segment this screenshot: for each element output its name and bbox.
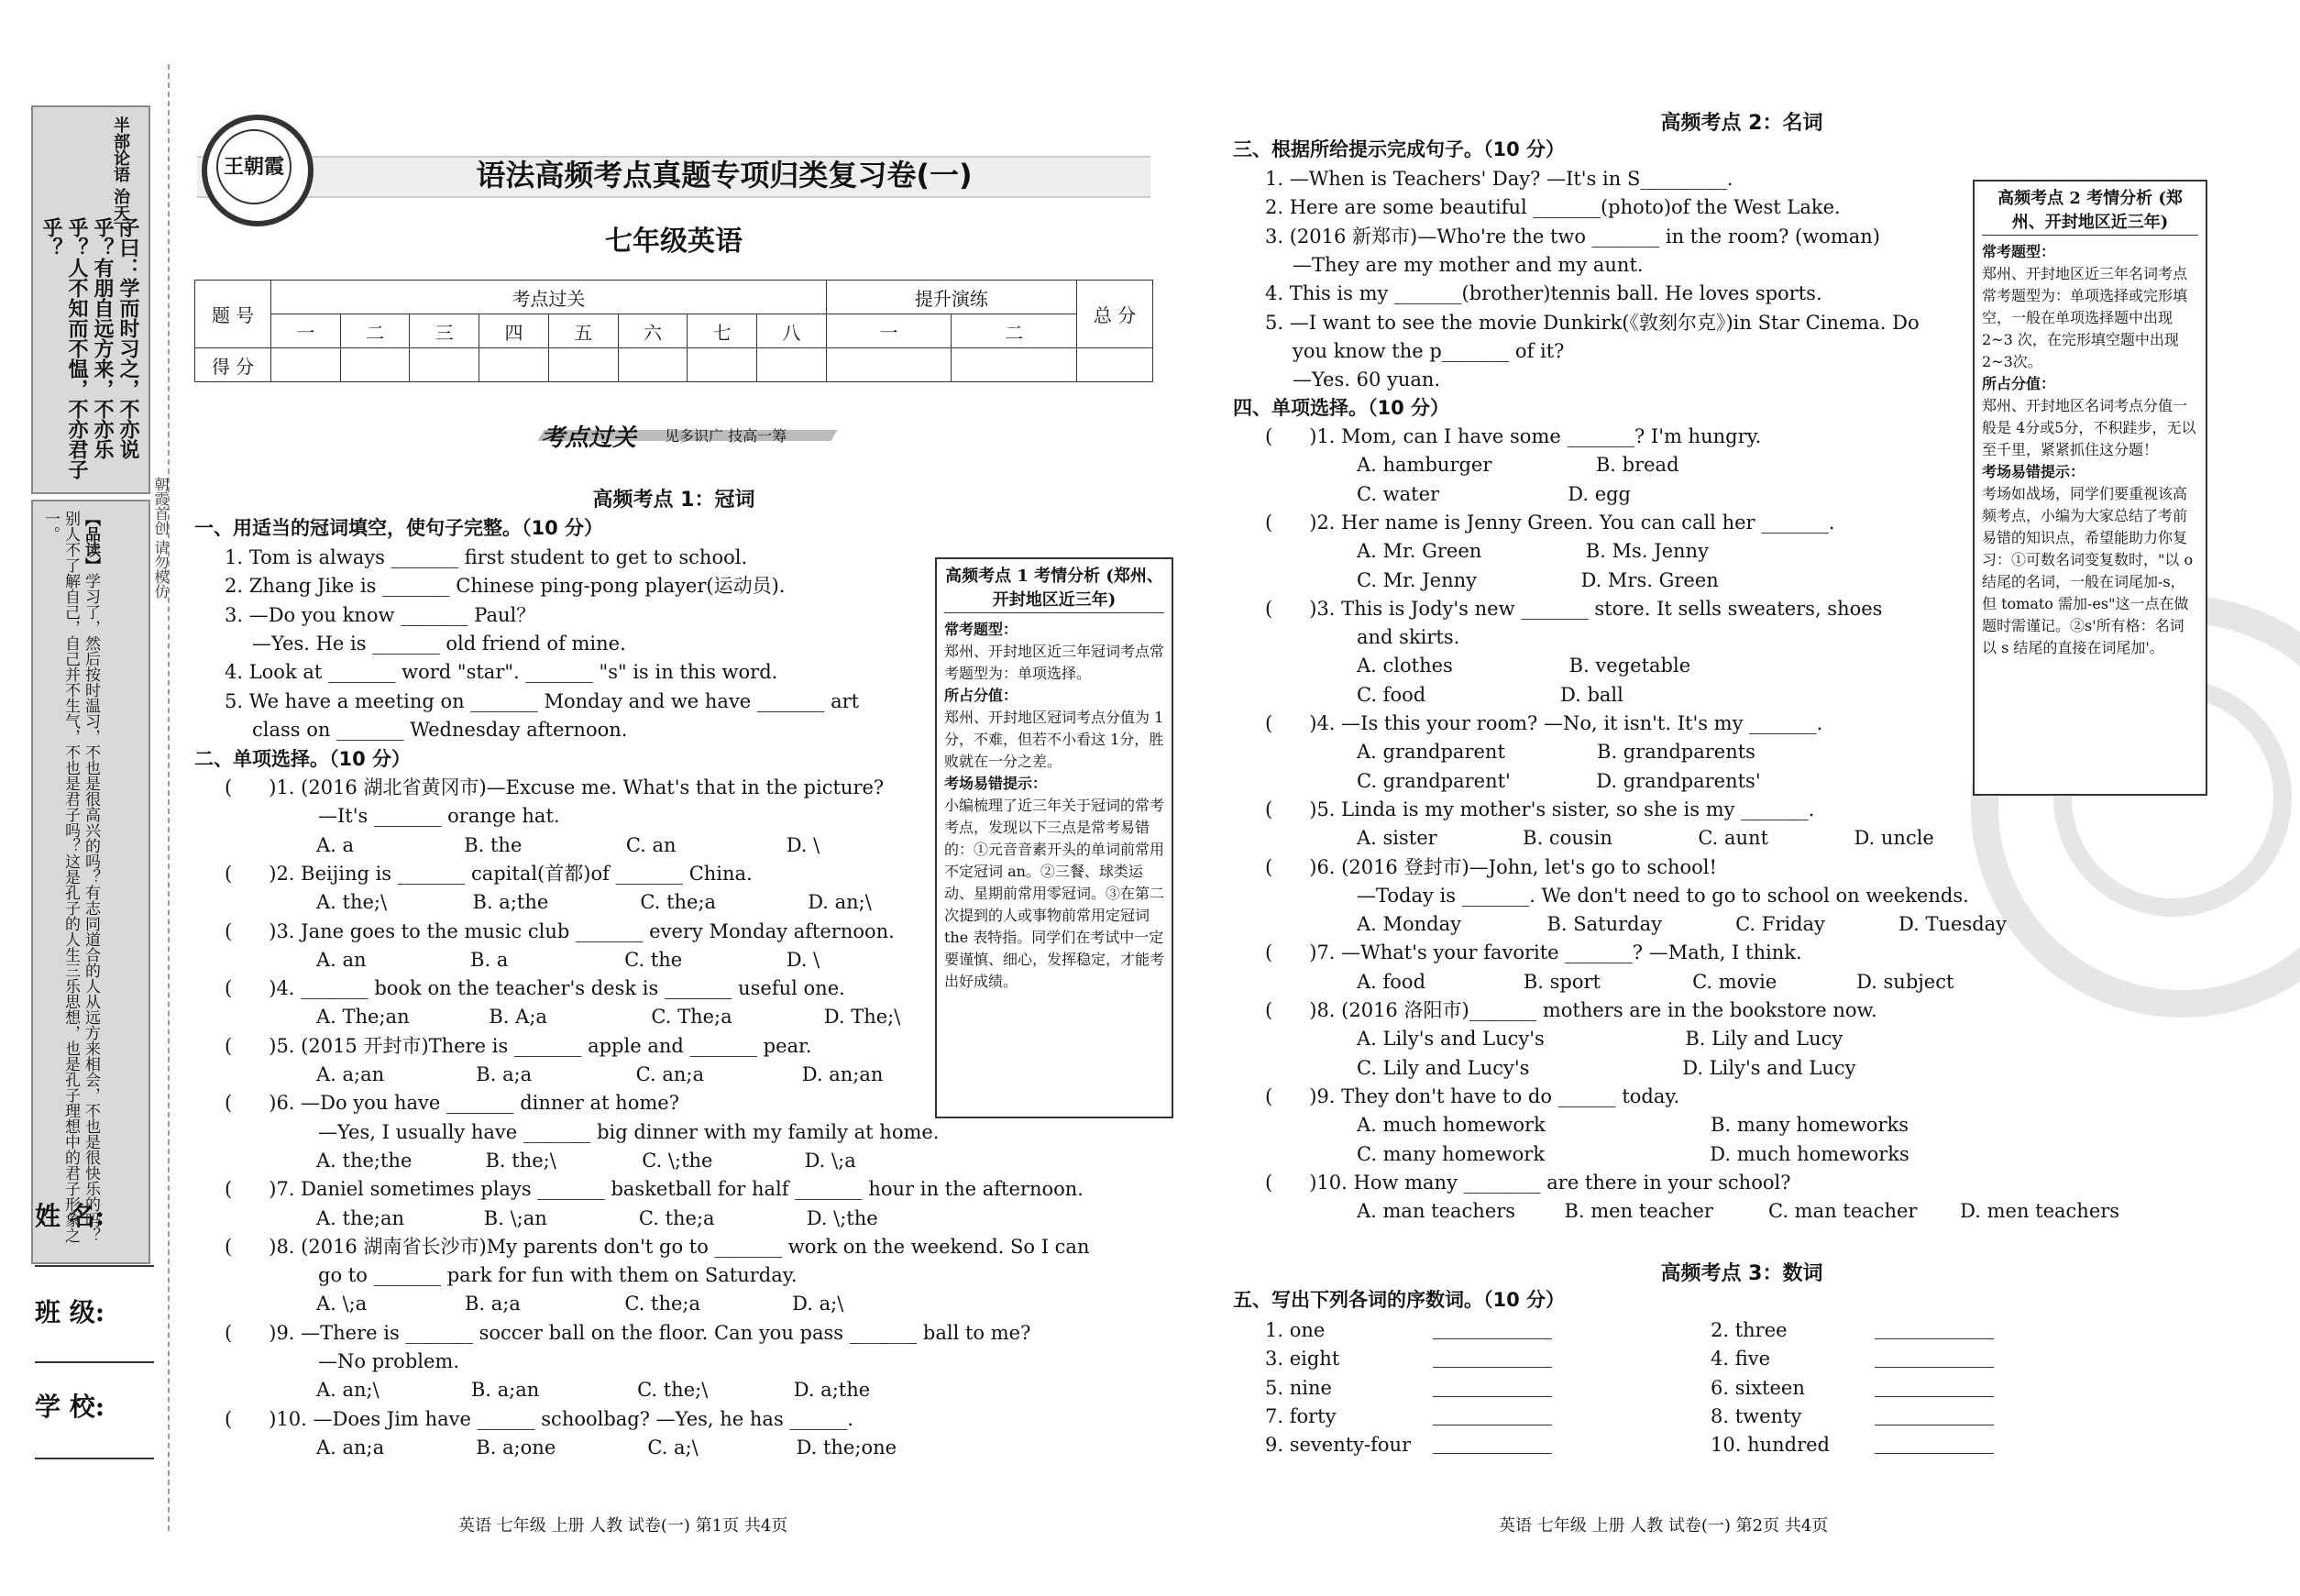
topic3-title: 高频考点 3：数词 [1660,1262,1823,1285]
total-label: 总 分 [1077,281,1153,348]
question-line: A. sister B. cousin C. aunt D. uncle [1357,827,1934,850]
col-label: 一 [271,314,341,348]
fold-notes: 朝霞首创 请勿模仿 [152,477,170,600]
question-line: C. Lily and Lucy's D. Lily's and Lucy [1357,1056,1856,1079]
page-title: 语法高频考点真题专项归类复习卷(一) [476,158,973,193]
question-line: A. an;\ B. a;an C. the;\ D. a;the [316,1379,871,1402]
question-line: A. \;a B. a;a C. the;a D. a;\ [316,1293,844,1315]
box1-t1: 郑州、开封地区近三年冠词考点常考题型为：单项选择。 [944,643,1165,682]
score-cell-total[interactable] [1077,348,1153,382]
reading-text [40,511,101,1244]
question-line: —Yes, I usually have _______ big dinner with my family at home. [318,1120,940,1143]
question-line: 5. —I want to see the movie Dunkirk(《敦刻尔克》)in Star Cinema. Do [1265,311,1920,334]
question-line: ( )7. —What's your favorite _______? —Math, I think. [1265,941,1802,964]
logo-text: 王朝霞 [216,129,292,204]
question-line: A. the;an B. \;an C. the;a D. \;the [316,1206,878,1229]
score-cell[interactable] [548,348,618,382]
quote-box [31,105,150,494]
question-line: ( )1. Mom, can I have some _______? I'm hungry. [1265,425,1762,447]
ordinal-item: 7. forty [1265,1404,1337,1427]
box1-h1: 常考题型： [944,621,1018,638]
question-line: A. a;an B. a;a C. an;a D. an;an [316,1063,884,1085]
box1-h2: 所占分值： [944,687,1018,704]
box2-t1: 郑州、开封地区近三年名词考点常考题型为：单项选择或完形填空，一般在单项选择题中出现 2~3 次，在完形填空题中出现 2~3次。 [1982,265,2188,370]
score-cell[interactable] [410,348,479,382]
proverb-text: 半部论语 治天下 [111,116,130,238]
col-label: 八 [757,314,827,348]
ordinal-item: 9. seventy-four [1265,1434,1412,1457]
box2-h2: 所占分值： [1982,375,2056,392]
topic1-analysis-box [935,557,1173,1118]
col-label: 七 [688,314,757,348]
footer-right: 英语 七年级 上册 人教 试卷(一) 第2页 共4页 [1499,1516,1829,1535]
question-line: ( )10. How many ________ are there in your school? [1265,1171,1791,1194]
group-tisheng: 提升演练 [826,281,1076,314]
question-line: ( )2. Her name is Jenny Green. You can call her _______. [1265,511,1835,534]
page-subtitle: 七年级英语 [605,226,743,258]
question-line: 3. (2016 新郑市)—Who're the two _______ in the room? (woman) [1265,225,1880,248]
question-line: A. a B. the C. an D. \ [316,833,820,856]
score-cell[interactable] [271,348,341,382]
question-line: A. Monday B. Saturday C. Friday D. Tuesday [1357,913,2008,936]
ordinal-item: 2. three [1711,1319,1788,1341]
question-line: C. many homework D. much homeworks [1357,1142,1909,1165]
sidebar [28,105,151,1462]
class-label: 班 级: [35,1297,105,1327]
topic2-analysis-box [1973,180,2207,796]
ordinal-item: 6. sixteen [1711,1376,1805,1399]
question-line: ( )4. _______ book on the teacher's desk is _______ useful one. [225,977,845,1000]
question-line: C. food D. ball [1357,683,1623,706]
score-cell[interactable] [952,348,1077,382]
question-line: 3. —Do you know _______ Paul？ [225,603,536,626]
question-line: ( )4. —Is this your room? —No, it isn't. It's my _______. [1265,712,1823,734]
box2-h1: 常考题型： [1982,243,2056,260]
box1-title: 高频考点 1 考情分析 (郑州、开封地区近三年) [944,565,1164,613]
question-line: and skirts. [1357,626,1460,649]
question-line: —Today is _______. We don't need to go to school on weekends. [1357,884,1969,907]
col-label: 二 [952,314,1077,348]
question-line: 1. Tom is always _______ first student to get to school. [225,546,748,568]
question-line: A. Lily's and Lucy's B. Lily and Lucy [1357,1028,1843,1051]
question-line: A. much homework B. many homeworks [1357,1114,1909,1137]
question-line: A. an B. a C. the D. \ [316,948,820,971]
ordinal-item: 8. twenty [1711,1404,1802,1427]
question-line: ( )7. Daniel sometimes plays _______ basketball for half _______ hour in the afternoon. [225,1178,1084,1201]
box2-title: 高频考点 2 考情分析 (郑州、开封地区近三年) [1982,187,2198,236]
school-label: 学 校: [35,1392,105,1422]
row-label-number: 题 号 [195,281,271,348]
box2-h3: 考场易错提示： [1982,463,2085,480]
answer-blank[interactable] [1875,1396,1994,1397]
score-cell[interactable] [826,348,952,382]
box1-t3: 小编梳理了近三年关于冠词的常考考点，发现以下三点是常考易错的：①元音音素开头的单词前常用不定冠词 an。②三餐、球类运动、星期前常用零冠词。③在第二次提到的人或事物前常用定冠词 the 表特指。同学们在考试中一定要谨慎、细心，发挥稳定，才能考出好成绩。 [944,797,1165,990]
section-banner [513,417,843,454]
section5-heading: 五、写出下列各词的序数词。（10 分） [1233,1289,1566,1311]
box1-t2: 郑州、开封地区冠词考点分值为 1分，不难，但若不小看这 1分，胜败就在一分之差。 [944,709,1164,770]
question-line: A. the;\ B. a;the C. the;a D. an;\ [316,891,872,914]
question-line: —Yes. 60 yuan. [1293,369,1441,391]
reading-body: 学习了，然后按时温习，不也是很高兴的吗？有志同道合的人从远方来相会，不也是很快乐的吗？别人不了解自己，自己并不生气，不也是君子吗？这是孔子的人生三乐思想，也是孔子理想中的君子形象之一。 [41,511,100,1243]
score-table [194,280,1153,382]
question-line: —It's _______ orange hat. [318,805,560,828]
question-line: C. grandparent' D. grandparents' [1357,769,1761,792]
question-line: ( )5. Linda is my mother's sister, so she is my _______. [1265,798,1815,820]
class-line[interactable] [35,1361,154,1363]
school-line[interactable] [35,1458,154,1459]
question-line: C. water D. egg [1357,482,1632,505]
question-line: ( )9. —There is _______ soccer ball on the floor. Can you pass _______ ball to me? [225,1321,1031,1344]
topic2-title: 高频考点 2：名词 [1660,112,1823,135]
answer-blank[interactable] [1875,1367,1994,1368]
score-cell[interactable] [479,348,549,382]
logo [202,115,314,226]
answer-blank[interactable] [1433,1367,1552,1368]
ordinal-item: 1. one [1265,1319,1326,1341]
reading-label: 【品读】 [82,511,100,573]
reading-box [31,500,150,1264]
question-line: ( )10. —Does Jim have ______ schoolbag? —Yes, he has ______. [225,1407,854,1430]
score-cell[interactable] [688,348,757,382]
group-kaodian: 考点过关 [271,281,827,314]
topic1-title: 高频考点 1：冠词 [592,489,755,512]
section3-heading: 三、根据所给提示完成句子。（10 分） [1233,138,1566,160]
score-cell[interactable] [340,348,410,382]
question-line: 4. This is my _______(brother)tennis ball. He loves sports. [1265,282,1822,305]
question-line: ( )1. (2016 湖北省黄冈市)—Excuse me. What's that in the picture? [225,776,885,798]
col-label: 一 [826,314,952,348]
fold-line [168,64,170,1531]
col-label: 四 [479,314,549,348]
question-line: A. grandparent B. grandparents [1357,741,1755,764]
name-line[interactable] [35,1265,154,1267]
question-line: you know the p_______ of it? [1293,339,1565,362]
name-label: 姓 名: [35,1201,105,1231]
question-line: class on _______ Wednesday afternoon. [252,718,628,741]
question-line: A. food B. sport C. movie D. subject [1357,970,1954,993]
answer-blank[interactable] [1875,1338,1994,1339]
question-line: A. The;an B. A;a C. The;a D. The;\ [316,1006,901,1029]
banner-title: 考点过关 [541,424,637,452]
confucius-quote: 子曰：学而时习之，不亦说乎？有朋自远方来，不亦乐乎？人不知而不愠，不亦君子乎？ [39,217,140,479]
section2-heading: 二、单项选择。（10 分） [194,748,412,770]
question-line: ( )2. Beijing is _______ capital(首都)of _______ China. [225,862,753,885]
ordinal-item: 5. nine [1265,1376,1332,1399]
ordinal-item: 10. hundred [1711,1434,1830,1457]
question-line: go to _______ park for fun with them on Saturday. [318,1264,798,1287]
col-label: 六 [618,314,688,348]
question-line: —No problem. [318,1350,459,1372]
question-line: 2. Here are some beautiful _______(photo)of the West Lake. [1265,196,1841,219]
question-line: 5. We have a meeting on _______ Monday and we have _______ art [225,689,860,712]
col-label: 三 [410,314,479,348]
question-line: ( )9. They don't have to do ______ today. [1265,1084,1680,1107]
question-line: 4. Look at _______ word "star". _______ "s" is in this word. [225,661,778,684]
question-line: 1. —When is Teachers' Day? —It's in S_________. [1265,168,1733,190]
answer-blank[interactable] [1875,1453,1994,1454]
question-line: C. Mr. Jenny D. Mrs. Green [1357,568,1719,591]
question-line: A. hamburger B. bread [1357,454,1679,477]
row-label-score: 得 分 [195,348,271,382]
question-line: A. clothes B. vegetable [1357,655,1691,677]
footer-left: 英语 七年级 上册 人教 试卷(一) 第1页 共4页 [458,1516,788,1535]
answer-blank[interactable] [1433,1453,1552,1454]
question-line: A. man teachers B. men teacher C. man teacher D. men teachers [1357,1200,2120,1223]
question-line: ( )3. This is Jody's new _______ store. It sells sweaters, shoes [1265,597,1883,620]
col-label: 五 [548,314,618,348]
answer-blank[interactable] [1433,1396,1552,1397]
banner-slogan: 见多识广 技高一筹 [665,427,787,445]
box1-h3: 考场易错提示： [944,775,1048,792]
ordinal-item: 3. eight [1265,1348,1340,1370]
question-line: ( )3. Jane goes to the music club _______ every Monday afternoon. [225,919,895,942]
question-line: —They are my mother and my aunt. [1293,253,1644,276]
section1-heading: 一、用适当的冠词填空，使句子完整。（10 分） [194,517,604,539]
col-label: 二 [340,314,410,348]
question-line: ( )6. (2016 登封市)—John, let's go to school! [1265,855,1717,878]
score-cell[interactable] [618,348,688,382]
box2-t3: 考场如战场，同学们要重视该高频考点，小编为大家总结了考前易错的知识点，希望能助力你复习：①可数名词变复数时，"以 o 结尾的名词，一般在词尾加-s，但 tomato 需加-es"这一点在做题时需谨记。②s'所有格：名词以 s 结尾的直接在词尾加'。 [1982,485,2194,656]
question-line: ( )5. (2015 开封市)There is _______ apple and _______ pear. [225,1034,812,1057]
question-line: ( )8. (2016 湖南省长沙市)My parents don't go to _______ work on the weekend. So I can [225,1235,1090,1258]
question-line: ( )6. —Do you have _______ dinner at home? [225,1092,679,1115]
section4-heading: 四、单项选择。（10 分） [1233,397,1450,419]
question-line: A. Mr. Green B. Ms. Jenny [1357,540,1709,563]
question-line: ( )8. (2016 洛阳市)_______ mothers are in the bookstore now. [1265,999,1877,1021]
score-cell[interactable] [757,348,827,382]
box2-t2: 郑州、开封地区名词考点分值一般是 4分或5分，不积跬步，无以至千里，紧紧抓住这分题！ [1982,397,2196,458]
question-line: A. an;a B. a;one C. a;\ D. the;one [316,1436,897,1458]
question-line: —Yes. He is _______ old friend of mine. [252,632,626,655]
question-line: A. the;the B. the;\ C. \;the D. \;a [316,1149,856,1172]
answer-blank[interactable] [1433,1338,1552,1339]
question-line: 2. Zhang Jike is _______ Chinese ping-pong player(运动员). [225,575,786,598]
ordinal-item: 4. five [1711,1348,1771,1370]
